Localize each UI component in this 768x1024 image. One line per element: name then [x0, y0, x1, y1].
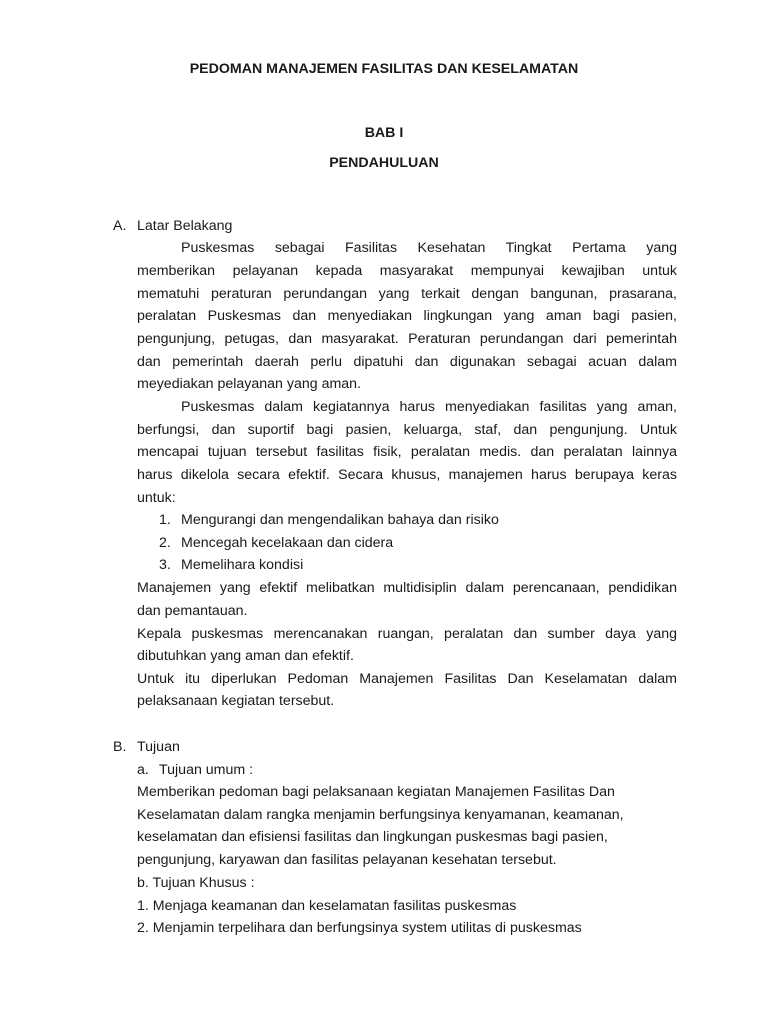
list-item — [159, 557, 303, 573]
paragraph-line: pengunjung, petugas, dan masyarakat. Peraturan perundangan dari pemerintah — [137, 331, 677, 347]
paragraph-line: harus dikelola secara efektif. Secara khusus, manajemen harus berupaya keras — [137, 467, 677, 483]
section-b-marker: B. — [113, 739, 127, 755]
list-item: 2. Menjamin terpelihara dan berfungsinya system utilitas di puskesmas — [137, 920, 582, 936]
list-text: Memelihara kondisi — [181, 557, 304, 573]
paragraph-line: memberikan pelayanan kepada masyarakat mempunyai kewajiban untuk — [137, 263, 677, 279]
list-number: 1. — [159, 512, 171, 528]
paragraph-line: Kepala puskesmas merencanakan ruangan, peralatan dan sumber daya yang — [137, 626, 677, 642]
list-item — [159, 512, 499, 528]
subsection-a — [137, 762, 253, 778]
paragraph-line: meyediakan pelayanan yang aman. — [137, 376, 362, 392]
list-item — [159, 535, 393, 551]
paragraph-line: untuk: — [137, 490, 176, 506]
paragraph-line: dibutuhkan yang aman dan efektif. — [137, 648, 354, 664]
subsection-a-heading: Tujuan umum : — [159, 762, 254, 778]
section-a-marker: A. — [113, 218, 127, 234]
paragraph-line: Untuk itu diperlukan Pedoman Manajemen Fasilitas Dan Keselamatan dalam — [137, 671, 677, 687]
paragraph-line: pelaksanaan kegiatan tersebut. — [137, 693, 335, 709]
list-number: 2. — [159, 535, 171, 551]
chapter-number: BAB I — [364, 125, 404, 141]
paragraph-line: keselamatan dan efisiensi fasilitas dan lingkungan puskesmas bagi pasien, — [137, 829, 608, 845]
paragraph-line: Keselamatan dalam rangka menjamin berfungsinya kenyamanan, keamanan, — [137, 807, 624, 823]
list-number: 3. — [159, 557, 171, 573]
paragraph-line: Memberikan pedoman bagi pelaksanaan kegiatan Manajemen Fasilitas Dan — [137, 784, 615, 800]
list-text: Mengurangi dan mengendalikan bahaya dan risiko — [181, 512, 499, 528]
paragraph-line: berfungsi, dan suportif bagi pasien, keluarga, staf, dan pengunjung. Untuk — [137, 422, 677, 438]
document-title: PEDOMAN MANAJEMEN FASILITAS DAN KESELAMATAN — [189, 61, 579, 77]
paragraph-line: Manajemen yang efektif melibatkan multidisiplin dalam perencanaan, pendidikan — [137, 580, 677, 596]
paragraph-line: pengunjung, karyawan dan fasilitas pelayanan kesehatan tersebut. — [137, 852, 557, 868]
paragraph-line: dan pemerintah daerah perlu dipatuhi dan digunakan sebagai acuan dalam — [137, 354, 677, 370]
paragraph-line: dan pemantauan. — [137, 603, 248, 619]
paragraph-line: Puskesmas sebagai Fasilitas Kesehatan Tingkat Pertama yang — [181, 240, 677, 256]
chapter-title: PENDAHULUAN — [329, 155, 439, 171]
subsection-a-marker: a. — [137, 762, 149, 778]
paragraph-line: peralatan Puskesmas dan menyediakan lingkungan yang aman bagi pasien, — [137, 308, 677, 324]
section-b-heading: Tujuan — [137, 739, 180, 755]
section-a-heading: Latar Belakang — [137, 218, 233, 234]
paragraph-line: mematuhi peraturan perundangan yang terkait dengan bangunan, prasarana, — [137, 286, 677, 302]
paragraph-line: mencapai tujuan tersebut fasilitas fisik, peralatan medis. dan peralatan lainnya — [137, 444, 677, 460]
subsection-b-heading: b. Tujuan Khusus : — [137, 875, 255, 891]
list-item: 1. Menjaga keamanan dan keselamatan fasilitas puskesmas — [137, 898, 517, 914]
list-text: Mencegah kecelakaan dan cidera — [181, 535, 394, 551]
paragraph-line: Puskesmas dalam kegiatannya harus menyediakan fasilitas yang aman, — [181, 399, 677, 415]
